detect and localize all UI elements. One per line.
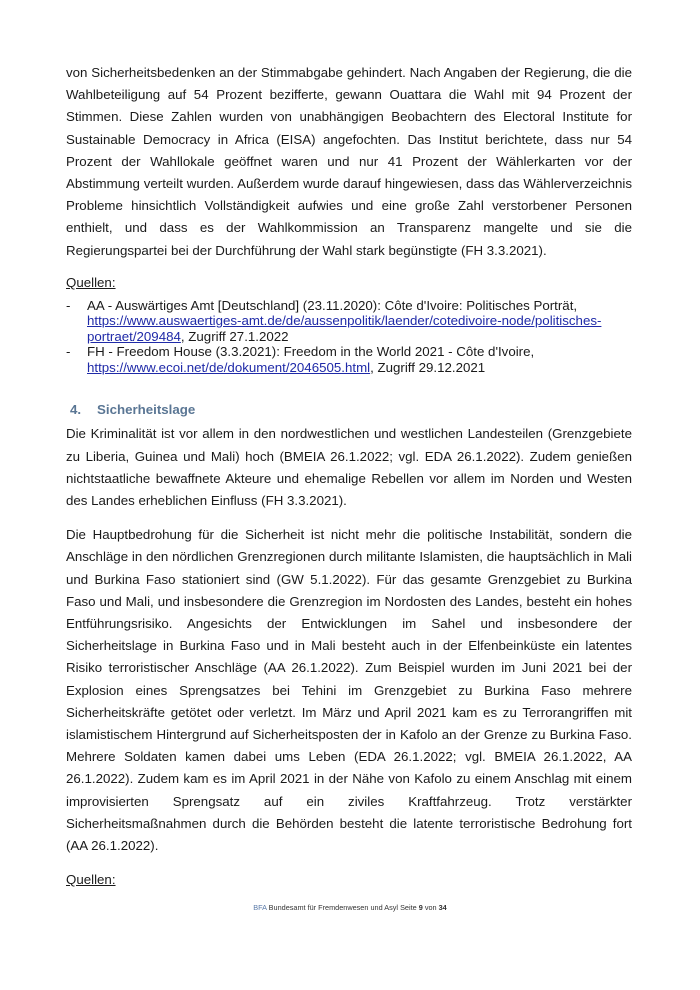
page-footer: [0, 903, 700, 912]
footer-text: Bundesamt für Fremdenwesen und Asyl Seite: [266, 903, 419, 912]
list-dash: -: [66, 344, 71, 360]
section-number: 4.: [70, 402, 82, 418]
source-access-date: , Zugriff 29.12.2021: [370, 359, 486, 375]
footer-brand: BFA: [253, 903, 267, 912]
source-link[interactable]: https://www.auswaertiges-amt.de/de/aussenpolitik/laender/cotedivoire-node/politisches-portraet/209484: [87, 313, 602, 344]
paragraph-crime: Die Kriminalität ist vor allem in den nordwestlichen und westlichen Landesteilen (Grenzgebiete zu Liberia, Guinea und Mali) hoch (BMEIA 26.1.2022; vgl. EDA 26.1.2022). Zudem genießen nichtstaatliche bewaffnete Akteure und ehemalige Rebellen vor allem im Norden und Westen des Landes erheblichen Einfluss (FH 3.3.2021).: [66, 426, 632, 508]
list-dash: -: [66, 297, 71, 313]
page-total: 34: [438, 903, 447, 912]
source-link[interactable]: https://www.ecoi.net/de/dokument/2046505.html: [87, 359, 371, 375]
page-number: 9: [418, 903, 423, 912]
paragraph-election: von Sicherheitsbedenken an der Stimmabgabe gehindert. Nach Angaben der Regierung, die die Wahlbeteiligung auf 54 Prozent bezifferte, gewann Ouattara die Wahl mit 94 Prozent der Stimmen. Diese Zahlen wurden von unabhängigen Beobachtern des Electoral Institute for Sustainable Democracy in Africa (EISA) angefochten. Das Institut berichtete, dass nur 54 Prozent der Wahllokale geöffnet waren und nur 41 Prozent der Wählerkarten vor der Abstimmung verteilt wurden. Außerdem wurde darauf hingewiesen, dass das Wählerverzeichnis Probleme hinsichtlich Vollständigkeit aufwies und eine große Zahl verstorbener Personen enthielt, und dass es der Wahlkommission an Transparenz mangelte und sie die Regierungspartei bei der Durchführung der Wahl stark begünstigte (FH 3.3.2021).: [66, 65, 632, 258]
sources-label-2: Quellen:: [66, 872, 116, 888]
source-text: FH - Freedom House (3.3.2021): Freedom in the World 2021 - Côte d'Ivoire,: [87, 344, 535, 360]
section-title: Sicherheitslage: [97, 402, 196, 418]
section-heading: [66, 401, 632, 419]
source-text: AA - Auswärtiges Amt [Deutschland] (23.11.2020): Côte d'Ivoire: Politisches Porträt,: [87, 297, 578, 313]
footer-of: von: [422, 903, 439, 912]
source-item: [66, 298, 632, 345]
paragraph-threat: Die Hauptbedrohung für die Sicherheit ist nicht mehr die politische Instabilität, sondern die Anschläge in den nördlichen Grenzregionen durch militante Islamisten, die hauptsächlich in Mali und Burkina Faso stationiert sind (GW 5.1.2022). Für das gesamte Grenzgebiet zu Burkina Faso und Mali, und insbesondere die Grenzregion im Nordosten des Landes, besteht ein hohes Entführungsrisiko. Angesichts der Entwicklungen im Sahel und insbesondere der Sicherheitslage in Burkina Faso und in Mali besteht auch in der Elfenbeinküste ein latentes Risiko terroristischer Anschläge (AA 26.1.2022). Zum Beispiel wurden im Juni 2021 bei der Explosion eines Sprengsatzes bei Tehini im Grenzgebiet zu Burkina Faso mehrere Sicherheitskräfte getötet oder verletzt. Im März und April 2021 kam es zu Terrorangriffen mit islamistischem Hintergrund auf Sicherheitsposten der in Kafolo an der Grenze zu Burkina Faso. Mehrere Soldaten kamen dabei ums Leben (EDA 26.1.2022; vgl. BMEIA 26.1.2022, AA 26.1.2022). Zudem kam es im April 2021 in der Nähe von Kafolo zu einem Anschlag mit einem improvisierten Sprengsatz auf ein ziviles Kraftfahrzeug. Trotz verstärkter Sicherheitsmaßnahmen durch die Behörden besteht die latente terroristische Bedrohung fort (AA 26.1.2022).: [66, 527, 632, 853]
sources-list: [66, 298, 632, 376]
sources-label: Quellen:: [66, 274, 116, 290]
document-page: [66, 62, 632, 895]
source-access-date: , Zugriff 27.1.2022: [180, 328, 289, 344]
source-item: [66, 344, 632, 375]
